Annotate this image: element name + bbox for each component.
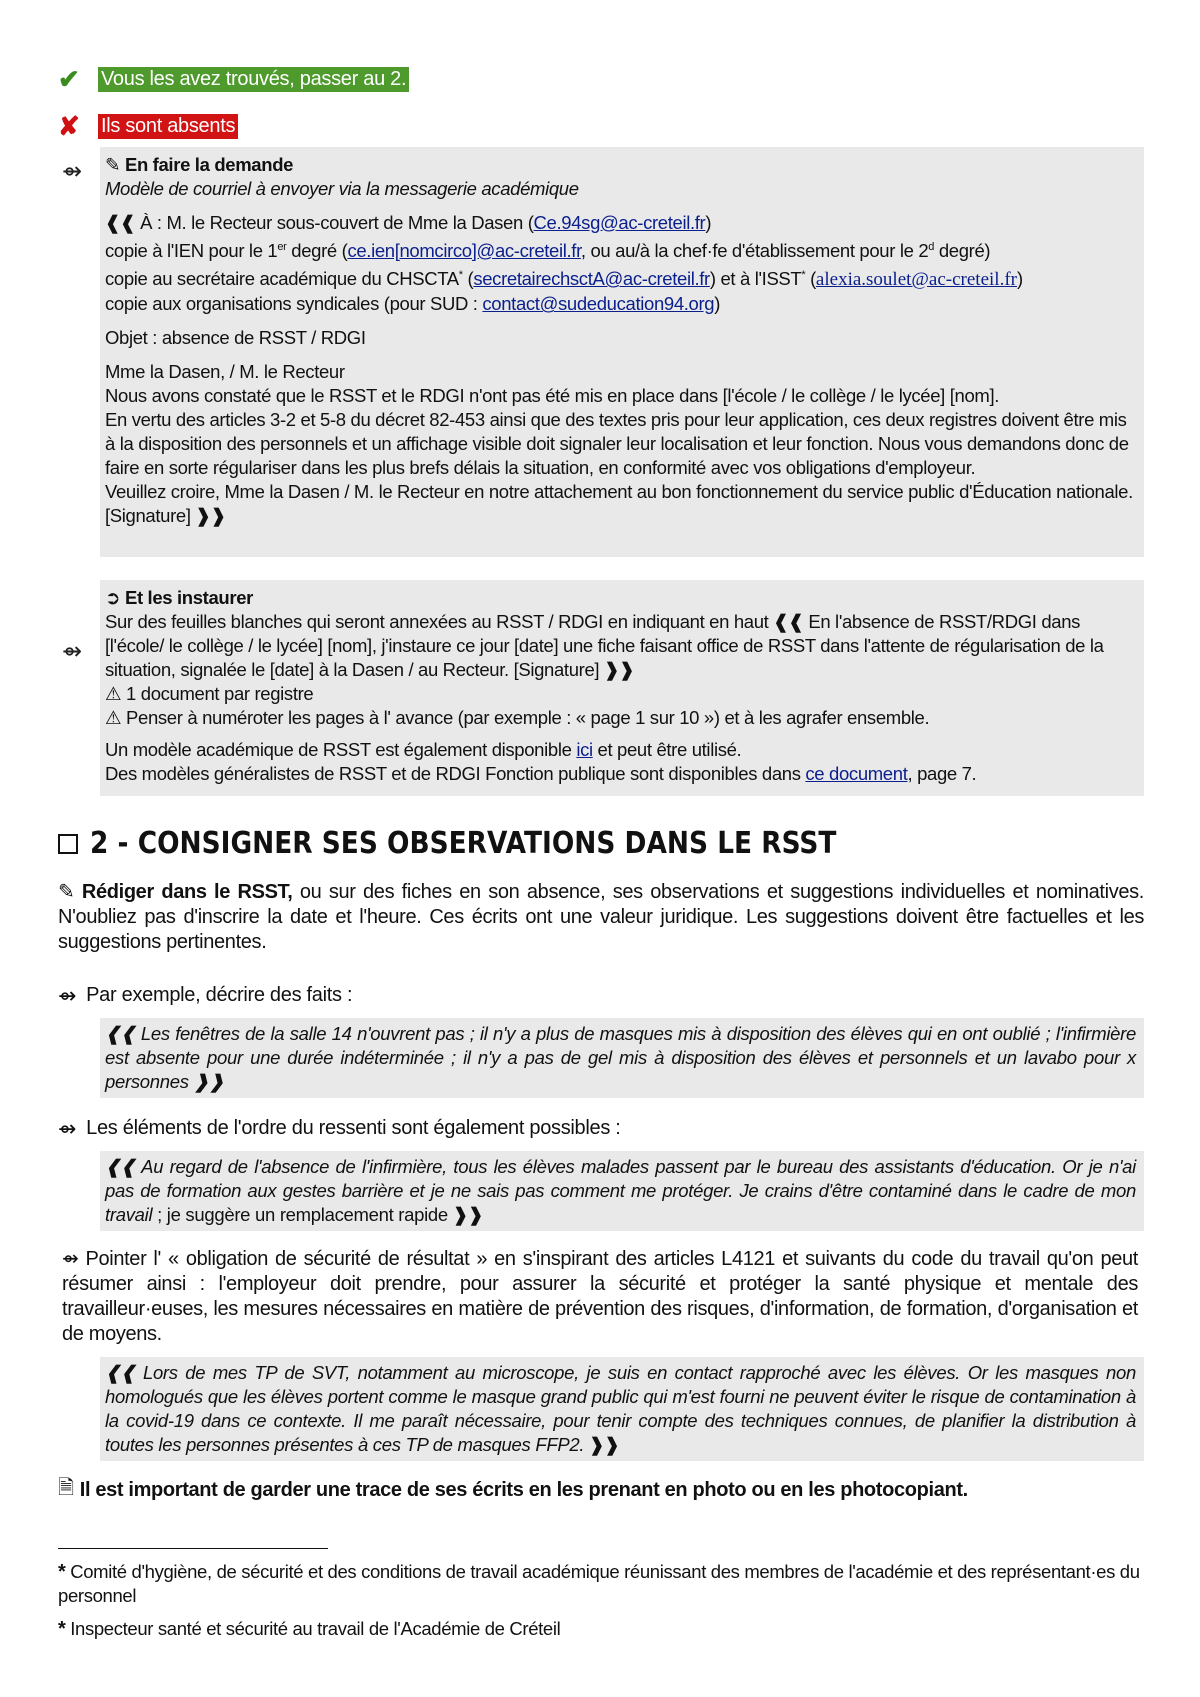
demande-subtitle: Modèle de courriel à envoyer via la messagerie académique <box>105 178 579 199</box>
open-quote: ❰❰ <box>105 1023 136 1044</box>
footnote-star: * <box>58 1561 66 1583</box>
intro-rest: ou sur des fiches en son absence, ses observations et suggestions individuelles et nominatives. N'oubliez pas d'inscrire la date et l'heure. Ces écrits ont une valeur juridique. Les suggestions doivent être factuelles et les suggestions pertinentes. <box>58 881 1144 953</box>
cc1-sup1: er <box>277 241 287 253</box>
to-prefix: À : M. le Recteur sous-couvert de Mme la Dasen ( <box>135 212 534 233</box>
close-quote: ❱❱ <box>452 1204 484 1225</box>
email-cc1-line <box>105 235 1139 263</box>
pencil-icon: ✎ <box>105 154 121 175</box>
to-suffix: ) <box>705 212 712 233</box>
instaurer-box <box>100 580 1144 796</box>
model-text-a: Un modèle académique de RSST est également disponible <box>105 739 577 760</box>
close-quote: ❱❱ <box>604 659 635 680</box>
email-body-2: En vertu des articles 3-2 et 5-8 du décret 82-453 ainsi que des textes pris pour leur application, ces deux registres doivent être mis à la disposition des personnels et un affichage visible doit signaler leur localisation et leur fonction. Nous vous demandons donc de faire en sorte régulariser dans les plus brefs délais la situation, en conformité avec vos obligations d'employeur. <box>105 409 1129 479</box>
cc3-text-b: ) <box>714 293 721 315</box>
email-cc2-line <box>105 263 1139 292</box>
arrow-hook-icon: ⇴ <box>62 158 83 185</box>
cc2-text-c: ) et à l'ISST <box>709 268 802 290</box>
status-absent-row <box>58 113 238 139</box>
isst-email-link[interactable]: alexia.soulet@ac-creteil.fr <box>815 269 1017 291</box>
cc2-sup2: * <box>801 269 806 282</box>
instaurer-title-line <box>105 586 1139 610</box>
ce-document-link[interactable]: ce document <box>805 763 908 784</box>
demande-box <box>100 147 1144 557</box>
pencil-icon: ✎ <box>58 881 75 903</box>
example-2-quote <box>100 1151 1144 1231</box>
demande-title: En faire la demande <box>124 154 294 175</box>
example-1-quote <box>100 1018 1144 1098</box>
open-quote: ❰❰ <box>773 611 804 632</box>
cross-icon: ✘ <box>58 111 80 141</box>
arrow-hook-icon: ⇴ <box>62 638 83 665</box>
example-2-quote-italic: Au regard de l'absence de l'infirmière, tous les élèves malades passent par le bureau des assistants d'éducation. Or je n'ai pas de formation aux gestes barrière et je ne sais pas comment me protéger. Je crains d'être contaminé dans le cadre de mon travail <box>105 1156 1136 1225</box>
cc2-text-d: ( <box>805 268 816 290</box>
email-to-line <box>105 211 1139 235</box>
email-objet: Objet : absence de RSST / RDGI <box>105 327 366 349</box>
example-3-quote-text: Lors de mes TP de SVT, notamment au microscope, je suis en contact rapproché avec les élèves. Or les masques non homologués que les élèves portent comme le masque grand public qui m'est fourni ne peuvent éviter le risque de contamination à la covid-19 dans ce contexte. Il me paraît nécessaire, pour tenir compte des techniques connues, de planifier la distribution à toutes les personnes présentes à ces TP de masques FFP2. <box>105 1362 1136 1455</box>
section-2-title: 2 - CONSIGNER SES OBSERVATIONS DANS LE RSST <box>90 826 837 861</box>
status-found-text: Vous les avez trouvés, passer au 2. <box>98 67 409 92</box>
status-absent-text: Ils sont absents <box>98 114 238 139</box>
email-signature-line <box>105 504 1139 528</box>
example-1-label-line <box>58 983 352 1008</box>
arrow-hook-icon: ⇴ <box>58 1116 77 1141</box>
footnote-2 <box>58 1617 1148 1641</box>
close-quote: ❱❱ <box>193 1071 224 1092</box>
cc2-text-a: copie au secrétaire académique du CHSCTA <box>105 268 459 290</box>
open-quote: ❰❰ <box>105 1156 136 1177</box>
example-1-quote-text: Les fenêtres de la salle 14 n'ouvrent pas ; il n'y a plus de masques mis à disposition des élèves qui en ont oublié ; l'infirmière est absente pour une durée indéterminée ; il n'y a pas de gel mis à disposition des élèves et personnels et un lavabo pour x personnes <box>105 1023 1136 1092</box>
cc2-text-e: ) <box>1016 268 1023 290</box>
model-text-b: et peut être utilisé. <box>592 739 742 760</box>
cc1-text-c: , ou au/à la chef·fe d'établissement pour le 2 <box>580 240 929 262</box>
model-line <box>105 738 1139 762</box>
footnote-2-text: Inspecteur santé et sécurité au travail de l'Académie de Créteil <box>65 1618 561 1639</box>
instaurer-title: Et les instaurer <box>124 587 254 608</box>
sud-email-link[interactable]: contact@sudeducation94.org <box>482 293 715 315</box>
email-salutation: Mme la Dasen, / M. le Recteur <box>105 361 345 383</box>
instaurer-text-a: Sur des feuilles blanches qui seront annexées au RSST / RDGI en indiquant en haut <box>105 611 774 632</box>
important-note <box>58 1473 968 1507</box>
section-2-heading <box>58 826 938 861</box>
to-email-link[interactable]: Ce.94sg@ac-creteil.fr <box>533 212 706 233</box>
gen-text-a: Des modèles généralistes de RSST et de RDGI Fonction publique sont disponibles dans <box>105 763 806 784</box>
example-3-quote <box>100 1357 1144 1461</box>
warning-icon: ⚠ <box>105 683 122 704</box>
footnote-1 <box>58 1560 1148 1608</box>
check-icon: ✔ <box>58 64 80 94</box>
example-1-label: Par exemple, décrire des faits : <box>86 984 353 1006</box>
example-2-label-line <box>58 1116 621 1141</box>
instaurer-text <box>105 610 1139 682</box>
instaurer-text-b: En l'absence de RSST/RDGI dans [l'école/ le collège / le lycée] [nom], j'instaure ce jour [date] une fiche faisant office de RSST dans l'attente de régularisation de la situation, signalée le [date] à la Dasen / au Recteur. [Signature] <box>105 611 1104 680</box>
open-quote: ❰❰ <box>105 212 136 233</box>
cc1-text-b: degré ( <box>286 240 348 262</box>
status-found-row <box>58 66 409 92</box>
close-quote: ❱❱ <box>195 505 226 527</box>
example-2-label: Les éléments de l'ordre du ressenti sont également possibles : <box>86 1117 621 1139</box>
email-body-1: Nous avons constaté que le RSST et le RDGI n'ont pas été mis en place dans [l'école / le collège / le lycée] [nom]. <box>105 385 1000 407</box>
example-3-para <box>62 1247 1138 1347</box>
gen-text-b: , page 7. <box>907 763 977 784</box>
email-signature: [Signature] <box>105 505 196 527</box>
footnote-divider <box>58 1548 328 1549</box>
ici-link[interactable]: ici <box>576 739 593 760</box>
warning-line-2 <box>105 706 1139 730</box>
cc1-sup2: d <box>928 241 935 253</box>
chscta-email-link[interactable]: secretairechsctA@ac-creteil.fr <box>473 268 710 290</box>
section-2-intro <box>58 880 1144 955</box>
cc2-sup: * <box>458 269 463 282</box>
footnote-1-text: Comité d'hygiène, de sécurité et des conditions de travail académique réunissant des membres de l'académie et des représentant·es du personnel <box>58 1561 1140 1606</box>
cc2-text-b: ( <box>462 268 474 290</box>
example-3-text: Pointer l' « obligation de sécurité de résultat » en s'inspirant des articles L4121 et suivants du code du travail qu'on peut résumer ainsi : l'employeur doit prendre, pour assurer la sécurité et protéger la santé physique et mentale des travailleur·euses, les mesures nécessaires en matière de prévention des risques, d'information, de formation, d'organisation et de moyens. <box>62 1248 1138 1345</box>
cc1-text-a: copie à l'IEN pour le 1 <box>105 240 278 262</box>
warning-line-1 <box>105 682 1139 706</box>
important-text: Il est important de garder une trace de ses écrits en les prenant en photo ou en les photocopiant. <box>79 1478 968 1501</box>
close-quote: ❱❱ <box>589 1434 620 1455</box>
document-icon: 🗎 <box>58 1477 74 1499</box>
warning-icon: ⚠ <box>105 707 122 728</box>
arrow-hook-icon: ⇴ <box>58 983 77 1008</box>
intro-bold: Rédiger dans le RSST, <box>81 881 293 903</box>
warning-text-1: 1 document par registre <box>121 683 314 704</box>
email-body-3: Veuillez croire, Mme la Dasen / M. le Recteur en notre attachement au bon fonctionnement du service public d'Éducation nationale. <box>105 481 1133 503</box>
cc1-text-d: degré) <box>934 240 991 262</box>
example-2-quote-plain: ; je suggère un remplacement rapide <box>152 1204 453 1225</box>
ien-email-link[interactable]: ce.ien[nomcirco]@ac-creteil.fr <box>347 240 581 262</box>
demande-title-line <box>105 153 1139 177</box>
arrow-hook-icon: ⇴ <box>62 1248 79 1270</box>
checkbox-icon <box>58 834 78 854</box>
circle-arrow-icon: ➲ <box>105 587 121 608</box>
footnote-star: * <box>58 1618 66 1640</box>
warning-text-2: Penser à numéroter les pages à l' avance (par exemple : « page 1 sur 10 ») et à les agrafer ensemble. <box>121 707 930 728</box>
email-cc3-line <box>105 292 1139 316</box>
generalist-line <box>105 762 1139 786</box>
open-quote: ❰❰ <box>105 1362 136 1383</box>
cc3-text-a: copie aux organisations syndicales (pour SUD : <box>105 293 483 315</box>
